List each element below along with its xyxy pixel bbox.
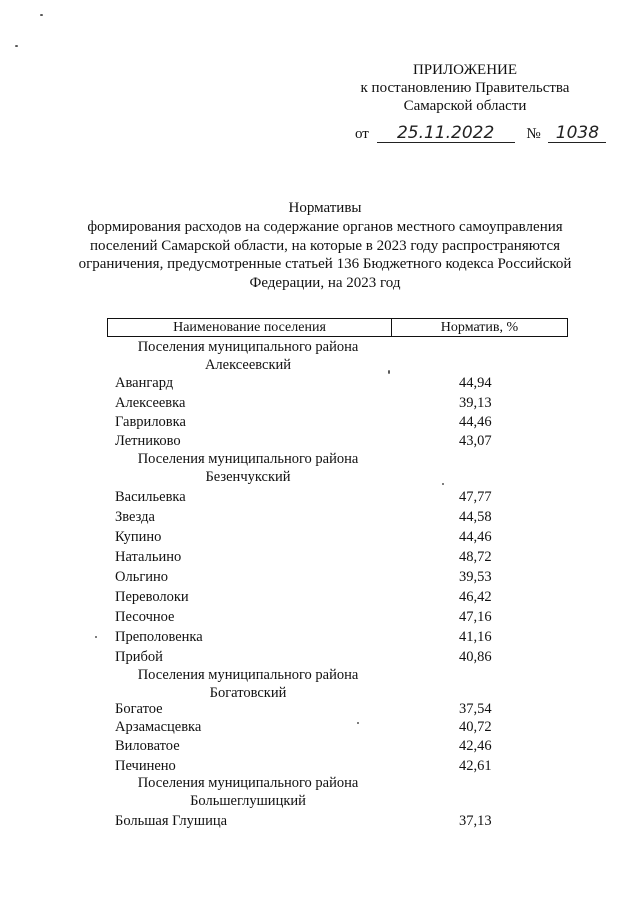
- settlement-name: Переволоки: [115, 589, 189, 605]
- table-row: [115, 393, 555, 413]
- norm-value: 44,46: [459, 414, 492, 430]
- norm-value: 40,86: [459, 649, 492, 665]
- norm-value: 44,58: [459, 509, 492, 525]
- group-title: [110, 667, 386, 702]
- table-row: [115, 699, 555, 719]
- table-row: [115, 756, 555, 776]
- appendix-title: ПРИЛОЖЕНИЕ: [412, 62, 518, 78]
- column-header-name: Наименование поселения: [108, 319, 392, 336]
- table-row: [115, 647, 555, 667]
- settlement-name: Печинено: [115, 758, 176, 774]
- settlement-name: Прибой: [115, 649, 163, 665]
- appendix-line2: к постановлению Правительства: [360, 80, 570, 96]
- norm-value: 37,13: [459, 813, 492, 829]
- norm-value: 46,42: [459, 589, 492, 605]
- date-prefix: от: [355, 126, 369, 142]
- norm-value: 42,46: [459, 738, 492, 754]
- norm-value: 39,53: [459, 569, 492, 585]
- table-row: [115, 412, 555, 432]
- settlement-name: Ольгино: [115, 569, 169, 585]
- group-title: [110, 339, 386, 374]
- group-title-line1: Поселения муниципального района: [137, 339, 359, 355]
- doc-subtitle: формирования расходов на содержание органов местного самоуправления поселений Самарской области, на которые в 2023 году распространяются ограничения, предусмотренные статьей 136 Бюджетного кодекса Российской Федерации, на 2023 год: [78, 219, 572, 291]
- table-row: [115, 507, 555, 527]
- scan-speck: [40, 14, 43, 16]
- settlement-name: Арзамасцевка: [115, 719, 202, 735]
- norm-value: 44,46: [459, 529, 492, 545]
- group-title: [110, 451, 386, 486]
- table-row: [115, 487, 555, 507]
- norm-value: 44,94: [459, 375, 492, 391]
- scan-speck: [95, 636, 97, 638]
- group-title-line2: Большеглушицкий: [190, 792, 306, 809]
- appendix-line3: Самарской области: [403, 98, 527, 114]
- table-row: [115, 567, 555, 587]
- group-title-line1: Поселения муниципального района: [137, 775, 359, 791]
- norm-value: 47,16: [459, 609, 492, 625]
- table-row: [115, 431, 555, 451]
- scan-speck: [388, 370, 390, 374]
- settlement-name: Большая Глушица: [115, 813, 228, 829]
- settlement-name: Виловатое: [115, 738, 180, 754]
- table-row: [115, 587, 555, 607]
- norm-value: 41,16: [459, 629, 492, 645]
- settlement-name: Песочное: [115, 609, 175, 625]
- group-title-line1: Поселения муниципального района: [137, 667, 359, 683]
- table-row: [115, 527, 555, 547]
- table-row: [115, 736, 555, 756]
- table-row: [115, 373, 555, 393]
- norm-value: 43,07: [459, 433, 492, 449]
- norm-value: 40,72: [459, 719, 492, 735]
- settlement-name: Алексеевка: [115, 395, 186, 411]
- column-header-value: Норматив, %: [440, 320, 519, 335]
- norm-value: 39,13: [459, 395, 492, 411]
- settlement-name: Васильевка: [115, 489, 186, 505]
- settlement-name: Купино: [115, 529, 162, 545]
- group-title-line2: Безенчукский: [205, 468, 291, 485]
- group-title-line2: Алексеевский: [204, 356, 292, 373]
- table-row: [115, 717, 555, 737]
- group-title-line1: Поселения муниципального района: [137, 451, 359, 467]
- decree-number: 1038: [548, 124, 606, 143]
- norm-value: 42,61: [459, 758, 492, 774]
- settlement-name: Гавриловка: [115, 414, 186, 430]
- settlement-name: Натальино: [115, 549, 182, 565]
- settlement-name: Летниково: [115, 433, 181, 449]
- table-row: [115, 811, 555, 831]
- doc-title: Нормативы: [288, 200, 362, 216]
- scan-speck: [442, 483, 444, 485]
- settlement-name: Богатое: [115, 701, 163, 717]
- norm-value: 37,54: [459, 701, 492, 717]
- settlement-name: Звезда: [115, 509, 155, 525]
- norm-value: 47,77: [459, 489, 492, 505]
- number-sign: №: [526, 126, 541, 142]
- scan-speck: [357, 722, 359, 724]
- norm-value: 48,72: [459, 549, 492, 565]
- decree-date: 25.11.2022: [377, 124, 515, 143]
- group-title-line2: Богатовский: [209, 684, 287, 701]
- settlement-name: Преполовенка: [115, 629, 203, 645]
- table-header: [107, 318, 568, 337]
- settlement-name: Авангард: [115, 375, 174, 391]
- table-row: [115, 547, 555, 567]
- scan-speck: [15, 45, 18, 47]
- group-title: [110, 775, 386, 810]
- decree-date-line: [355, 124, 606, 143]
- table-row: [115, 607, 555, 627]
- table-row: [115, 627, 555, 647]
